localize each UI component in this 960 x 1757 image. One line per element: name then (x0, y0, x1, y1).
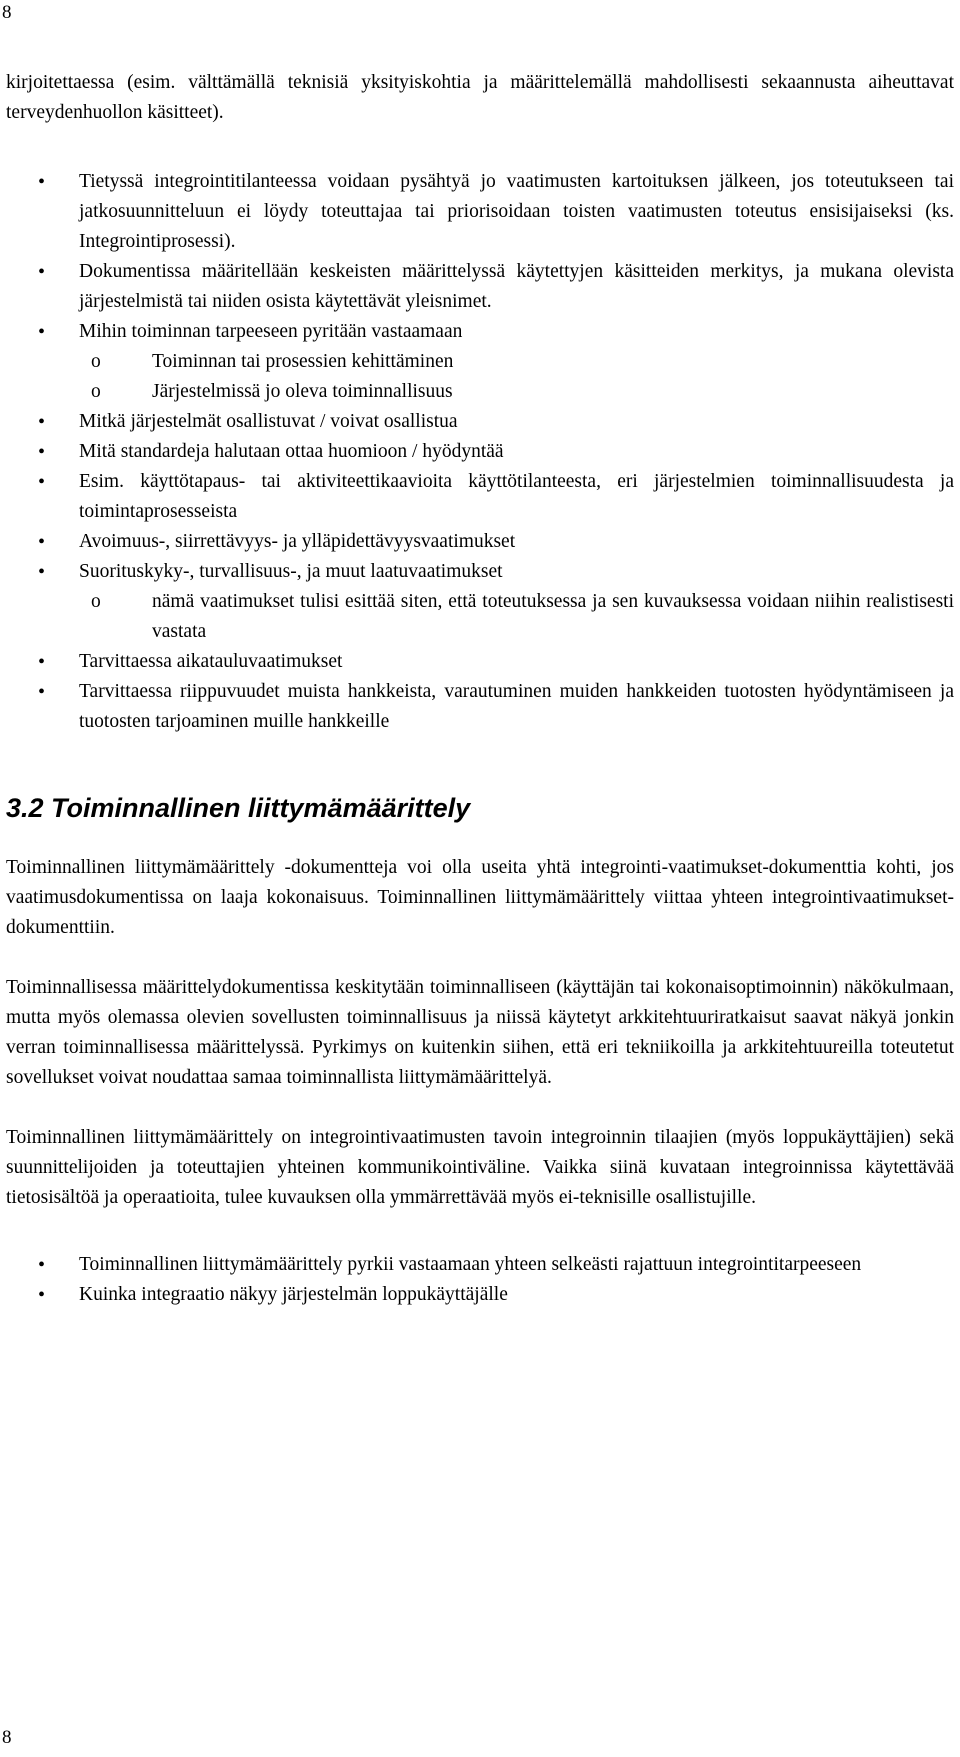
requirements-bullet-list (6, 167, 954, 737)
list-item-text: Mihin toiminnan tarpeeseen pyritään vastaamaan (79, 321, 463, 342)
list-item (6, 677, 954, 737)
list-item-text: Avoimuus-, siirrettävyys- ja ylläpidettävyysvaatimukset (79, 531, 516, 552)
bullet-icon: • (38, 471, 46, 493)
bullet-icon: • (38, 1284, 46, 1306)
list-item-text: Esim. käyttötapaus- tai aktiviteettikaavioita käyttötilanteesta, eri järjestelmien toiminnallisuudesta ja toimintaprosesseista (79, 471, 954, 522)
list-item-text: Suorituskyky-, turvallisuus-, ja muut laatuvaatimukset (79, 561, 503, 582)
sub-bullet-icon: o (91, 591, 101, 612)
list-item (6, 1250, 954, 1280)
body-paragraph: Toiminnallinen liittymämäärittely on integrointivaatimusten tavoin integroinnin tilaajien (myös loppukäyttäjien) sekä suunnittelijoiden ja toteuttajien yhteinen kommunikointiväline. Vaikka siinä kuvataan integroinnissa käytettävää tietosisältöä ja operaatioita, tulee kuvauksen olla ymmärrettävää myös ei-teknisille osallistujille. (6, 1127, 954, 1208)
sub-bullet-icon: o (91, 381, 101, 402)
list-item-text: Tietyssä integrointitilanteessa voidaan pysähtyä jo vaatimusten kartoituksen jälkeen, jos toteutukseen tai jatkosuunnitteluun ei löydy toteuttajaa tai priorisoidaan toisten vaatimusten toteutus ensisijaiseksi (ks. Integrointiprosessi). (79, 171, 954, 252)
body-paragraph: Toiminnallinen liittymämäärittely -dokumentteja voi olla useita yhtä integrointi-vaatimukset-dokumenttia kohti, jos vaatimusdokumentissa on laaja kokonaisuus. Toiminnallinen liittymämäärittely viittaa yhteen integrointivaatimukset-dokumenttiin. (6, 857, 954, 938)
page-number-bottom: 8 (2, 1727, 12, 1748)
list-item-text: Mitä standardeja halutaan ottaa huomioon / hyödyntää (79, 441, 504, 462)
list-item (6, 437, 954, 467)
list-item-text: Mitkä järjestelmät osallistuvat / voivat osallistua (79, 411, 458, 432)
list-item (6, 257, 954, 317)
list-item-text: Toiminnallinen liittymämäärittely pyrkii vastaamaan yhteen selkeästi rajattuun integrointitarpeeseen (79, 1254, 862, 1275)
list-item-text: Tarvittaessa aikatauluvaatimukset (79, 651, 343, 672)
bullet-icon: • (38, 411, 46, 433)
list-item (6, 407, 954, 437)
page-number-top: 8 (2, 2, 12, 23)
list-item (6, 167, 954, 257)
sub-list-item-text: Järjestelmissä jo oleva toiminnallisuus (152, 381, 453, 402)
list-item-text: Tarvittaessa riippuvuudet muista hankkeista, varautuminen muiden hankkeiden tuotosten hyödyntämiseen ja tuotosten tarjoaminen muille hankkeille (79, 681, 954, 732)
sub-list-item (79, 377, 954, 407)
sub-list (79, 347, 954, 407)
bullet-icon: • (38, 1254, 46, 1276)
sub-list-item (79, 347, 954, 377)
sub-bullet-icon: o (91, 351, 101, 372)
list-item (6, 467, 954, 527)
bullet-icon: • (38, 171, 46, 193)
bullet-icon: • (38, 531, 46, 553)
list-item (6, 317, 954, 407)
intro-paragraph: kirjoitettaessa (esim. välttämällä teknisiä yksityiskohtia ja määrittelemällä mahdollisesti sekaannusta aiheuttavat terveydenhuollon käsitteet). (6, 72, 954, 123)
body-paragraph: Toiminnallisessa määrittelydokumentissa keskitytään toiminnalliseen (käyttäjän tai kokonaisoptimoinnin) näkökulmaan, mutta myös olemassa olevien sovellusten toiminnallisuus ja niissä käytetyt arkkitehtuuriratkaisut saavat näkyä jonkin verran toiminnallisessa määrittelyssä. Pyrkimys on kuitenkin siihen, että eri tekniikoilla ja arkkitehtuureilla toteutetut sovellukset voivat noudattaa samaa toiminnallista liittymämäärittelyä. (6, 977, 954, 1088)
sub-list-item-text: nämä vaatimukset tulisi esittää siten, että toteutuksessa ja sen kuvauksessa voidaan niihin realistisesti vastata (152, 591, 954, 642)
bullet-icon: • (38, 681, 46, 703)
list-item (6, 647, 954, 677)
list-item (6, 557, 954, 647)
list-item-text: Dokumentissa määritellään keskeisten määrittelyssä käytettyjen käsitteiden merkitys, ja mukana olevista järjestelmistä tai niiden osista käytettävät yleisnimet. (79, 261, 954, 312)
list-item (6, 527, 954, 557)
sub-list-item (79, 587, 954, 647)
bullet-icon: • (38, 561, 46, 583)
section-heading: 3.2 Toiminnallinen liittymämäärittely (6, 793, 471, 823)
bullet-icon: • (38, 321, 46, 343)
sub-list (79, 587, 954, 647)
bullet-icon: • (38, 441, 46, 463)
list-item (6, 1280, 954, 1310)
list-item-text: Kuinka integraatio näkyy järjestelmän loppukäyttäjälle (79, 1284, 508, 1305)
bullet-icon: • (38, 261, 46, 283)
page-content (6, 68, 954, 1310)
bullet-icon: • (38, 651, 46, 673)
sub-list-item-text: Toiminnan tai prosessien kehittäminen (152, 351, 454, 372)
integration-bullet-list (6, 1250, 954, 1310)
